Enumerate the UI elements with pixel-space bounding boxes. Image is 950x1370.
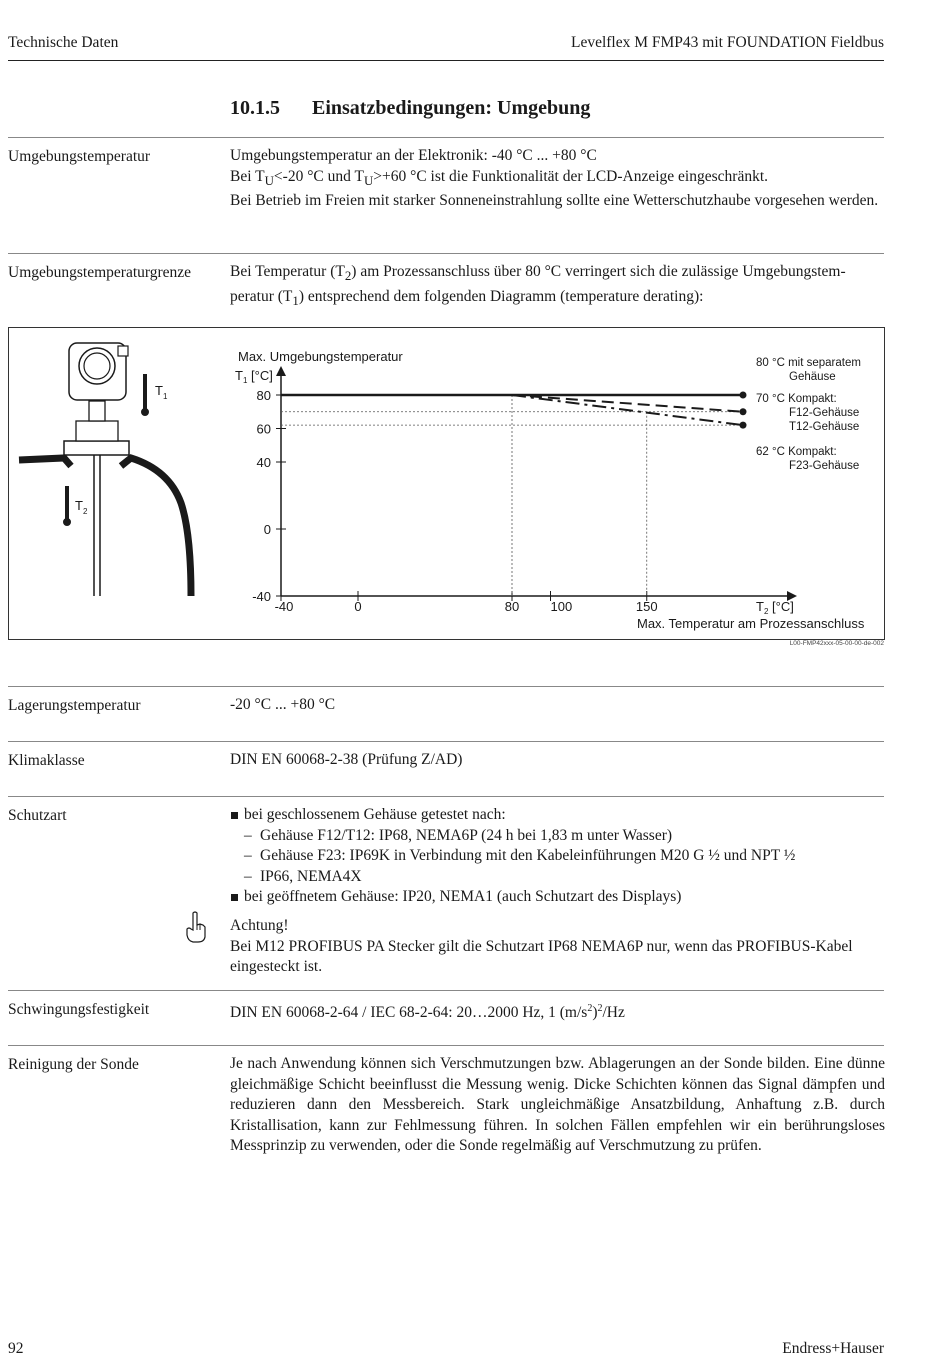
label-ambient-temperature: Umgebungstemperatur (8, 148, 151, 165)
note-title: Achtung! (230, 917, 289, 934)
x-tick-label: 150 (635, 599, 658, 614)
vessel-wall-right (121, 458, 191, 596)
ambient-line-3: Bei Betrieb im Freien mit starker Sonneneinstrahlung sollte eine Wetterschutzhaube vorgesehen werden. (230, 192, 879, 210)
y-tick-label: 0 (263, 522, 271, 537)
y-tick-label: 60 (256, 421, 271, 437)
thermometer-t2-icon (64, 519, 71, 526)
series-label: F23-Gehäuse (789, 460, 860, 472)
row-divider (8, 796, 884, 797)
ambient-line-2: Bei $T_U<-20$ °C und $T_U>+60$ °C ist die Funktionalität der LCD-Anzeige eingeschränkt. (230, 167, 769, 188)
process-connection (76, 421, 118, 441)
y-tick-label: -40 (252, 589, 271, 604)
x-axis-caption: Max. Temperatur am Prozessanschluss (637, 616, 865, 631)
footer-brand: Endress+Hauser (782, 1340, 884, 1357)
label-vibration: Schwingungsfestigkeit (8, 1001, 150, 1018)
row-divider (8, 741, 884, 742)
x-axis-label: $T_2$ [°C] (756, 599, 794, 616)
running-header-left: Technische Daten (8, 34, 119, 51)
protection-bullet-2: bei geöffnetem Gehäuse: IP20, NEMA1 (auch Schutzart des Displays) (230, 887, 885, 908)
vibration-value: DIN EN 60068-2-64 / IEC 68-2-64: 20…2000 Hz, 1 $(m/s^2)^2/Hz$ (230, 1003, 625, 1022)
display-window (84, 353, 110, 379)
ambient-limit-text: Bei Temperatur $(T_2)$ am Prozessanschluss über 80 °C verringert sich die zulässige Umgebungstem-peratur $(T_1)$ entsprechend dem folgenden Diagramm (temperature derating): (230, 263, 846, 308)
protection-sub-3: – IP66, NEMA4X (244, 867, 362, 885)
ambient-line-1: Umgebungstemperatur an der Elektronik: -40 °C ... +80 °C (230, 147, 597, 164)
header-rule (8, 60, 884, 61)
t1-label: $T_1$ (155, 383, 168, 401)
row-divider (8, 1045, 884, 1046)
t2-label: $T_2$ (75, 498, 88, 516)
label-protection: Schutzart (8, 807, 67, 824)
y-axis-arrow (276, 366, 286, 376)
thermometer-t1-icon (142, 409, 149, 416)
row-divider (8, 253, 884, 254)
x-tick-label: 100 (550, 599, 573, 614)
derating-svg (9, 328, 884, 639)
pointing-hand-icon (184, 910, 208, 944)
series-endpoint (740, 392, 747, 399)
cleaning-text: Je nach Anwendung können sich Verschmutzungen bzw. Ablagerungen an der Sonde bilden. Eine dünne gleichmäßige Schicht beeinflusst die Messung wenig. Dicke Schichten können das Signal dämpfen und reduzieren dann den Messbereich. Stark ungleichmäßige Ansatzbildung, Anhaftung z.B. durch Kristallisation, kann zur Fehlmessung führen. In solchen Fällen empfehlen wir ein berührungsloses Messprinzip zu verwenden, oder die Sonde regelmäßig auf Verschmutzung zu prüfen. (230, 1055, 885, 1154)
chart-title: Max. Umgebungstemperatur (238, 349, 403, 364)
housing-neck (89, 401, 105, 421)
series-endpoint (740, 408, 747, 415)
x-tick-label: 80 (504, 599, 520, 614)
series-label: F12-Gehäuse (789, 407, 860, 419)
device-illustration (19, 343, 191, 596)
protection-sub-1: – Gehäuse F12/T12: IP68, NEMA6P (24 h bei 1,83 m unter Wasser) (244, 826, 673, 844)
row-divider (8, 137, 884, 138)
protection-text (230, 805, 885, 908)
series-label: Gehäuse (789, 371, 836, 383)
series-label: 80 °C mit separatem (756, 357, 861, 369)
climate-class-value: DIN EN 60068-2-38 (Prüfung Z/AD) (230, 751, 463, 768)
y-tick-label: 40 (256, 455, 271, 470)
derating-figure (8, 327, 885, 640)
label-cleaning: Reinigung der Sonde (8, 1056, 139, 1073)
section-number: 10.1.5 (230, 97, 280, 119)
protection-note (230, 916, 885, 978)
label-storage-temperature: Lagerungstemperatur (8, 697, 141, 714)
process-flange (64, 441, 129, 455)
section-title (230, 97, 590, 120)
label-ambient-limit: Umgebungstemperaturgrenze (8, 264, 192, 281)
protection-sub-2: – Gehäuse F23: IP69K in Verbindung mit den Kabeleinführungen M20 G ½ und NPT ½ (244, 847, 796, 864)
cable-entry (118, 346, 128, 356)
figure-code: L00-FMP42xxx-05-00-00-de-002 (789, 640, 884, 647)
series-line (512, 395, 743, 425)
running-header-right: Levelflex M FMP43 mit FOUNDATION Fieldbus (570, 34, 884, 51)
ambient-temperature-text (230, 146, 885, 212)
series-label: 70 °C Kompakt: (756, 393, 837, 405)
x-tick-label: -40 (274, 599, 294, 614)
derating-chart (235, 349, 865, 631)
row-divider (8, 686, 884, 687)
x-tick-label: 0 (354, 599, 362, 614)
note-text: Bei M12 PROFIBUS PA Stecker gilt die Schutzart IP68 NEMA6P nur, wenn das PROFIBUS-Kabel eingesteckt ist. (230, 937, 853, 975)
series-endpoint (740, 422, 747, 429)
page-number: 92 (8, 1340, 24, 1357)
section-heading: Einsatzbedingungen: Umgebung (312, 97, 591, 119)
label-climate-class: Klimaklasse (8, 752, 85, 769)
row-divider (8, 990, 884, 991)
y-tick-label: 80 (256, 388, 271, 403)
vessel-top-left (19, 458, 71, 466)
protection-bullet-1: bei geschlossenem Gehäuse getestet nach: (230, 805, 885, 826)
storage-temperature-value: -20 °C ... +80 °C (230, 696, 336, 713)
series-label: T12-Gehäuse (789, 421, 860, 433)
series-label: 62 °C Kompakt: (756, 446, 837, 458)
y-axis-label: $T_1$ [°C] (235, 368, 273, 385)
